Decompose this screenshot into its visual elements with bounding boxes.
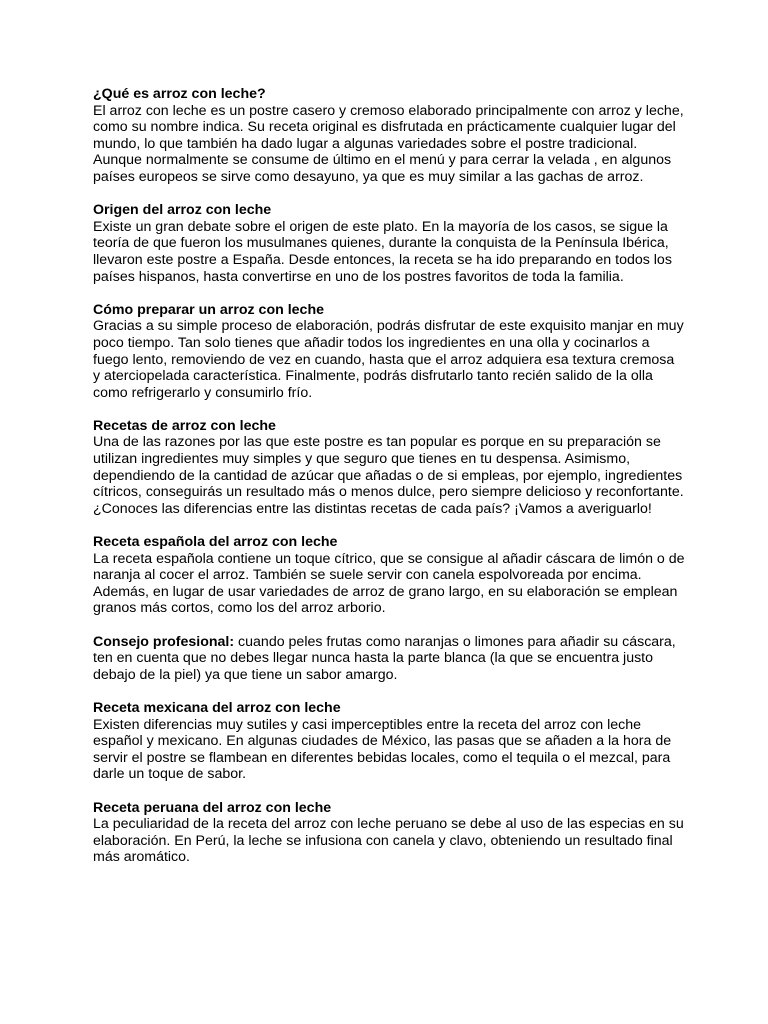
- section-mexican-recipe: [93, 700, 685, 783]
- section-paragraph: Existen diferencias muy sutiles y casi imperceptibles entre la receta del arroz con leche español y mexicano. En algunas ciudades de México, las pasas que se añaden a la hora de servir el postre se flambean en diferentes bebidas locales, como el tequila o el mezcal, para darle un toque de sabor.: [93, 716, 672, 783]
- section-heading: Origen del arroz con leche: [93, 202, 272, 219]
- section-how-to-prepare: [93, 302, 685, 402]
- section-origin: [93, 202, 685, 285]
- section-heading: Receta mexicana del arroz con leche: [93, 699, 341, 716]
- pro-tip-text: cuando peles frutas como naranjas o limones para añadir su cáscara, ten en cuenta que no debes llegar nunca hasta la parte blanca (la que se encuentra justo debajo de la piel) ya que tiene un sabor amargo.: [93, 633, 676, 683]
- section-paragraph: El arroz con leche es un postre casero y cremoso elaborado principalmente con arroz y leche, como su nombre indica. Su receta original es disfrutada en prácticamente cualquier lugar del mundo, lo que también ha dado lugar a algunas variedades sobre el postre tradicional. Aunque normalmente se consume de último en el menú y para cerrar la velada , en algunos países europeos se sirve como desayuno, ya que es muy similar a las gachas de arroz.: [93, 102, 684, 185]
- section-heading: Receta española del arroz con leche: [93, 534, 338, 551]
- section-paragraph: La receta española contiene un toque cítrico, que se consigue al añadir cáscara de limón o de naranja al cocer el arroz. También se suele servir con canela espolvoreada por encima. Además, en lugar de usar variedades de arroz de grano largo, en su elaboración se emplean granos más cortos, como los del arroz arborio.: [93, 550, 685, 617]
- section-heading: Receta peruana del arroz con leche: [93, 799, 332, 816]
- section-paragraph: La peculiaridad de la receta del arroz con leche peruano se debe al uso de las especias en su elaboración. En Perú, la leche se infusiona con canela y clavo, obteniendo un resultado final más aromático.: [93, 816, 684, 866]
- section-paragraph: Una de las razones por las que este postre es tan popular es porque en su preparación se utilizan ingredientes muy simples y que seguro que tienes en tu despensa. Asimismo, dependiendo de la cantidad de azúcar que añadas o de si empleas, por ejemplo, ingredientes cítricos, conseguirás un resultado más o menos dulce, pero siempre delicioso y reconfortante. ¿Conoces las diferencias entre las distintas recetas de cada país? ¡Vamos a averiguarlo!: [93, 434, 684, 517]
- section-paragraph: Existe un gran debate sobre el origen de este plato. En la mayoría de los casos, se sigue la teoría de que fueron los musulmanes quienes, durante la conquista de la Península Ibérica, llevaron este postre a España. Desde entonces, la receta se ha ido preparando en todos los países hispanos, hasta convertirse en uno de los postres favoritos de toda la familia.: [93, 218, 672, 285]
- pro-tip-paragraph: [93, 634, 685, 684]
- section-what-is: [93, 86, 685, 186]
- section-paragraph: Gracias a su simple proceso de elaboración, podrás disfrutar de este exquisito manjar en muy poco tiempo. Tan solo tienes que añadir todos los ingredientes en una olla y cocinarlos a fuego lento, removiendo de vez en cuando, hasta que el arroz adquiera esa textura cremosa y aterciopelada característica. Finalmente, podrás disfrutarlo tanto recién salido de la olla como refrigerarlo y consumirlo frío.: [93, 318, 684, 401]
- section-recipes: [93, 418, 685, 518]
- section-heading: Recetas de arroz con leche: [93, 417, 276, 434]
- pro-tip-label: Consejo profesional:: [93, 633, 235, 650]
- section-heading: ¿Qué es arroz con leche?: [93, 86, 266, 102]
- section-heading: Cómo preparar un arroz con leche: [93, 301, 324, 318]
- section-spanish-recipe: [93, 534, 685, 617]
- section-pro-tip: [93, 634, 685, 684]
- document-page: [93, 86, 685, 883]
- section-peruvian-recipe: [93, 800, 685, 866]
